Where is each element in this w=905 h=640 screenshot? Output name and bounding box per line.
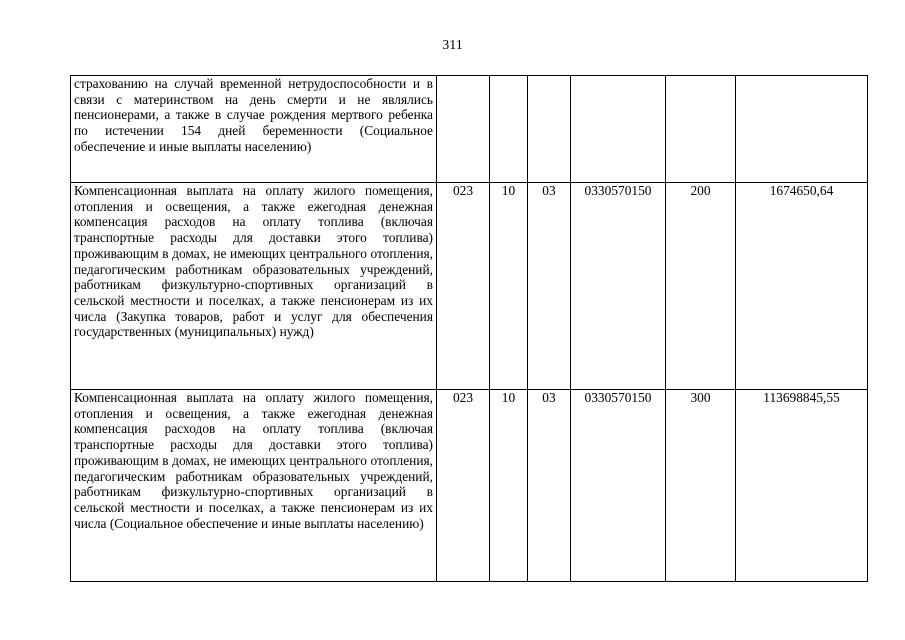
subsection-code: 03 [528, 390, 571, 582]
ministry-code: 023 [437, 183, 490, 390]
subsection-code: 03 [528, 183, 571, 390]
target-article-code [571, 76, 666, 183]
budget-table [70, 75, 868, 582]
ministry-code [437, 76, 490, 183]
subsection-code [528, 76, 571, 183]
section-code: 10 [490, 390, 528, 582]
amount [736, 76, 868, 183]
table-row [71, 76, 868, 183]
section-code [490, 76, 528, 183]
expense-type-code: 200 [666, 183, 736, 390]
table-row [71, 183, 868, 390]
amount: 113698845,55 [736, 390, 868, 582]
expense-type-code [666, 76, 736, 183]
page-number: 311 [442, 38, 463, 53]
amount: 1674650,64 [736, 183, 868, 390]
expense-type-code: 300 [666, 390, 736, 582]
target-article-code: 0330570150 [571, 183, 666, 390]
row-description: страхованию на случай временной нетрудоспособности и в связи с материнством на день смерти и не являлись пенсионерами, а также в случае рождения мертвого ребенка по истечении 154 дней беременности (Социальное обеспечение и иные выплаты населению) [71, 76, 437, 183]
ministry-code: 023 [437, 390, 490, 582]
table-row [71, 390, 868, 582]
row-description: Компенсационная выплата на оплату жилого помещения, отопления и освещения, а также ежегодная денежная компенсация расходов на оплату топлива (включая транспортные расходы для доставки этого топлива) проживающим в домах, не имеющих центрального отопления, педагогическим работникам образовательных учреждений, работникам физкультурно-спортивных организаций в сельской местности и поселках, а также пенсионерам из их числа (Закупка товаров, работ и услуг для обеспечения государственных (муниципальных) нужд) [71, 183, 437, 390]
row-description: Компенсационная выплата на оплату жилого помещения, отопления и освещения, а также ежегодная денежная компенсация расходов на оплату топлива (включая транспортные расходы для доставки этого топлива) проживающим в домах, не имеющих центрального отопления, педагогическим работникам образовательных учреждений, работникам физкультурно-спортивных организаций в сельской местности и поселках, а также пенсионерам из их числа (Социальное обеспечение и иные выплаты населению) [71, 390, 437, 582]
target-article-code: 0330570150 [571, 390, 666, 582]
section-code: 10 [490, 183, 528, 390]
